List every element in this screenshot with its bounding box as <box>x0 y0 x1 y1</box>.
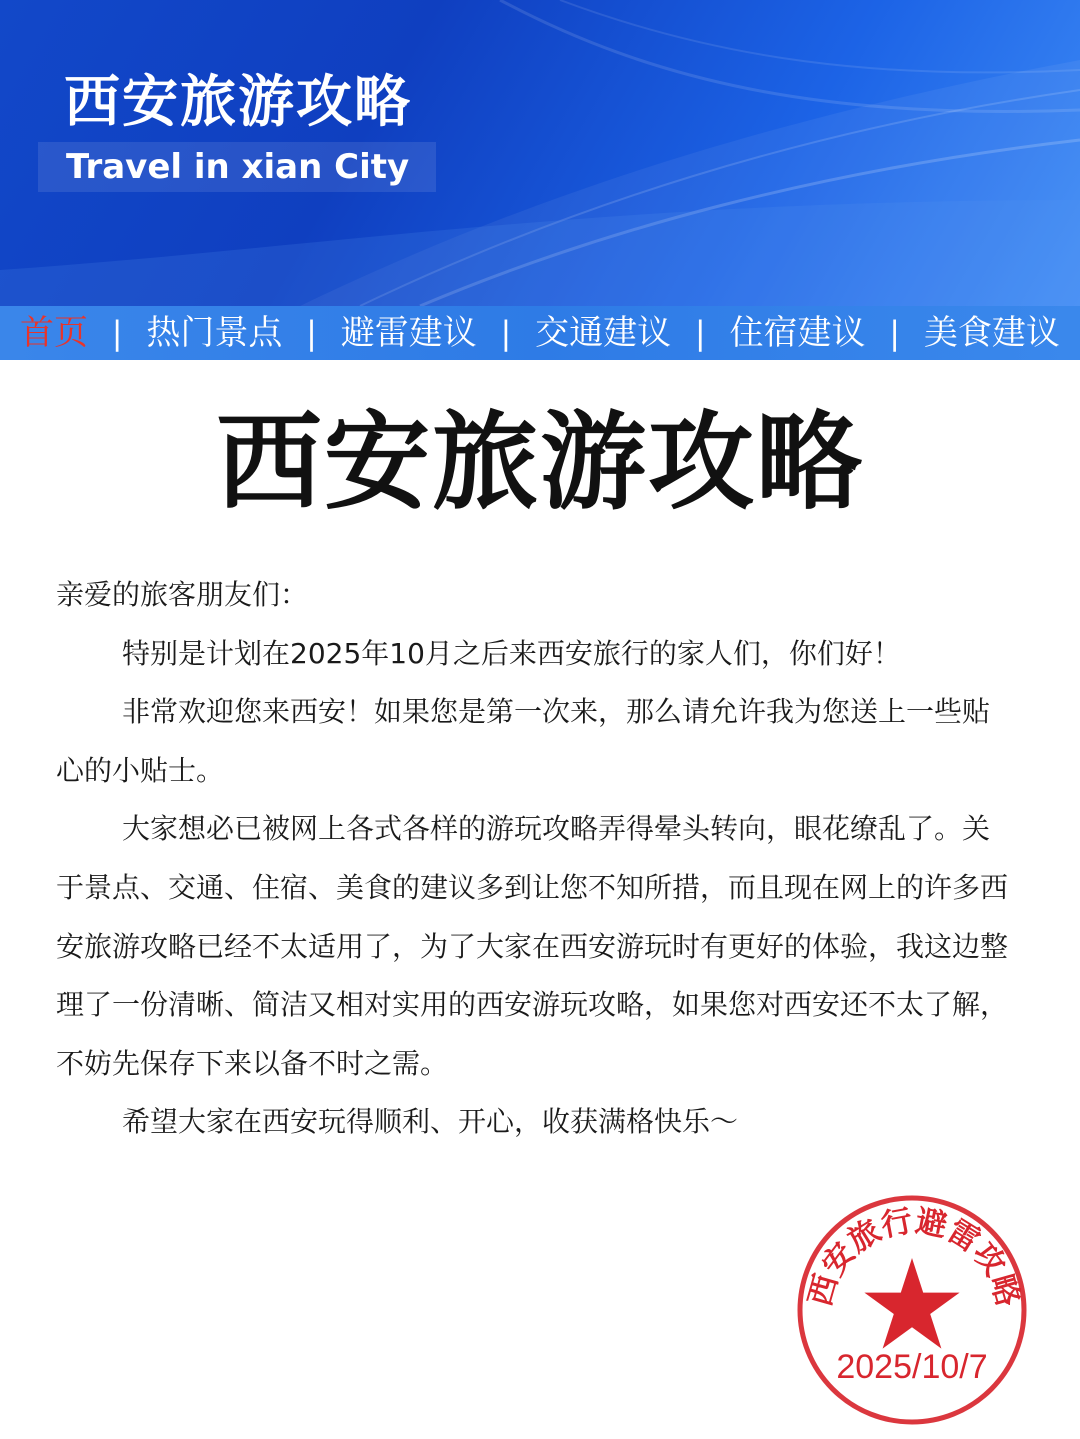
nav-separator: | <box>111 314 123 352</box>
letter-paragraph: 特别是计划在2025年10月之后来西安旅行的家人们，你们好！ <box>122 636 901 670</box>
nav-bar <box>0 306 1080 360</box>
red-seal-stamp <box>792 1190 1032 1430</box>
letter-greeting: 亲爱的旅客朋友们： <box>56 578 309 611</box>
stamp-arc-textpath: 西安旅行避雷攻略 <box>802 1203 1026 1311</box>
nav-separator: | <box>306 314 317 352</box>
banner-title: 西安旅游攻略 <box>64 70 412 135</box>
nav-item-food[interactable]: 美食建议 <box>923 313 1060 353</box>
banner-subtitle: Travel in xian City <box>38 142 436 192</box>
letter-paragraph: 大家想必已被网上各式各样的游玩攻略弄得晕头转向，眼花缭乱了。关于景点、交通、住宿、美食的建议多到让您不知所措，而且现在网上的许多西安旅游攻略已经不太适用了，为了大家在西安游玩时有更好的体验，我这边整理了一份清晰、简洁又相对实用的西安游玩攻略，如果您对西安还不太了解，不妨先保存下来以备不时之需。 <box>56 812 1009 1080</box>
letter-paragraph: 非常欢迎您来西安！如果您是第一次来，那么请允许我为您送上一些贴心的小贴士。 <box>56 695 991 787</box>
nav-item-pitfalls[interactable]: 避雷建议 <box>340 313 477 353</box>
nav-separator: | <box>694 314 706 352</box>
star-icon <box>864 1258 959 1349</box>
letter-paragraph: 希望大家在西安玩得顺利、开心，收获满格快乐～ <box>122 1105 739 1139</box>
page-title: 西安旅游攻略 <box>216 401 864 524</box>
nav-item-transport[interactable]: 交通建议 <box>535 313 672 353</box>
nav-separator: | <box>500 314 512 352</box>
nav-item-lodging[interactable]: 住宿建议 <box>729 313 866 353</box>
nav-item-home[interactable]: 首页 <box>20 313 88 353</box>
nav-separator: | <box>889 314 901 352</box>
nav-item-attractions[interactable]: 热门景点 <box>146 313 283 353</box>
stamp-date: 2025/10/7 <box>836 1348 988 1386</box>
header-banner <box>0 0 1080 306</box>
letter-body <box>56 566 1016 1152</box>
